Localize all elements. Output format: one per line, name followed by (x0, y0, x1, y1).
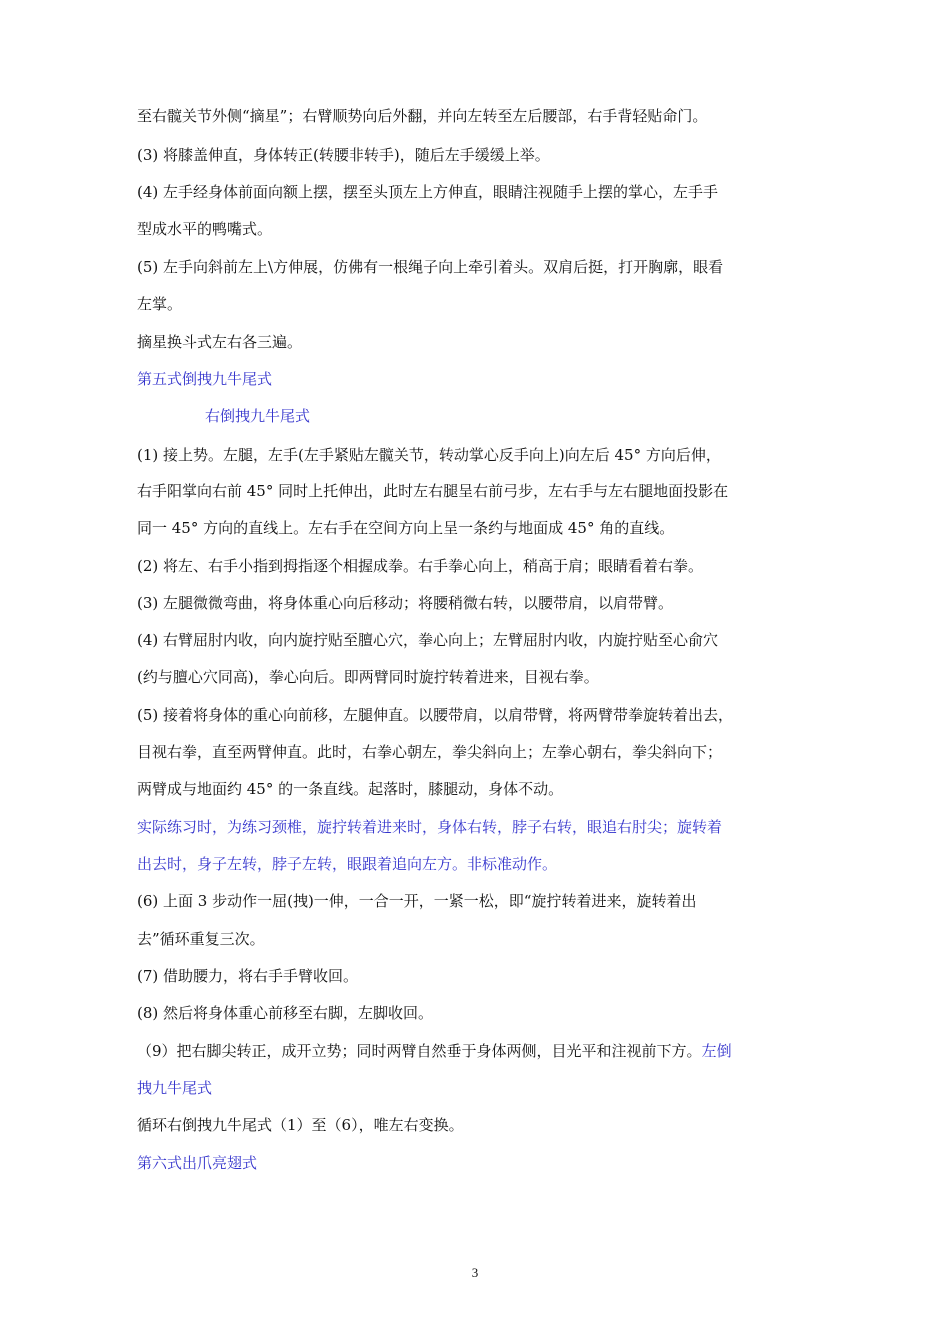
step-6-line-1: (6) 上面 3 步动作一屈(拽)一伸，一合一开，一紧一松，即“旋拧转着进来，旋转着出 (137, 892, 697, 910)
section-heading-6: 第六式出爪亮翅式 (137, 1154, 258, 1172)
step-5-line-1: (5) 左手向斜前左上\方伸展，仿佛有一根绳子向上牵引着头。双肩后挺，打开胸廓，眼看 (137, 258, 724, 276)
step-5b-line-2: 目视右拳，直至两臂伸直。此时，右拳心朝左，拳尖斜向上；左拳心朝右，拳尖斜向下； (137, 743, 723, 761)
step-9-text: （9）把右脚尖转正，成开立势；同时两臂自然垂于身体两侧，目光平和注视前下方。 (137, 1042, 702, 1060)
section-heading-5: 第五式倒拽九牛尾式 (137, 370, 273, 388)
step-1-line-2: 右手阳掌向右前 45° 同时上托伸出，此时左右腿呈右前弓步，左右手与左右腿地面投影在 (137, 482, 729, 500)
step-1-line-1: (1) 接上势。左腿，左手(左手紧贴左髋关节，转动掌心反手向上)向左后 45° 方向后伸， (137, 446, 721, 464)
step-3-line: (3) 将膝盖伸直，身体转正(转腰非转手)，随后左手缓缓上举。 (137, 146, 550, 164)
practice-note-line-2: 出去时，身子左转，脖子左转，眼跟着追向左方。非标准动作。 (137, 855, 558, 873)
section-heading-left-end: 拽九牛尾式 (137, 1079, 213, 1097)
step-4b-line-2: (约与膻心穴同高)，拳心向后。即两臂同时旋拧转着进来，目视右拳。 (137, 668, 599, 686)
step-5-line-2: 左掌。 (137, 295, 183, 313)
step-4-line-2: 型成水平的鸭嘴式。 (137, 220, 273, 238)
step-2-line: (2) 将左、右手小指到拇指逐个相握成拳。右手拳心向上，稍高于肩；眼睛看着右拳。 (137, 557, 704, 575)
step-4-line-1: (4) 左手经身体前面向额上摆，摆至头顶左上方伸直，眼睛注视随手上摆的掌心，左手手 (137, 183, 719, 201)
practice-note-line-1: 实际练习时，为练习颈椎，旋拧转着进来时，身体右转，脖子右转，眼追右肘尖；旋转着 (137, 818, 723, 836)
step-5b-line-3: 两臂成与地面约 45° 的一条直线。起落时，膝腿动，身体不动。 (137, 780, 564, 798)
step-1-line-3: 同一 45° 方向的直线上。左右手在空间方向上呈一条约与地面成 45° 角的直线。 (137, 519, 675, 537)
subsection-heading-right: 右倒拽九牛尾式 (205, 407, 311, 425)
section-heading-left-start: 左倒 (701, 1042, 732, 1060)
page-number: 3 (471, 1265, 479, 1280)
step-9-line (137, 1041, 732, 1061)
body-line-1: 至右髋关节外侧“摘星”；右臂顺势向后外翻，并向左转至左后腰部，右手背轻贴命门。 (137, 107, 708, 125)
step-8-line: (8) 然后将身体重心前移至右脚，左脚收回。 (137, 1004, 434, 1022)
step-7-line: (7) 借助腰力，将右手手臂收回。 (137, 967, 359, 985)
step-3b-line: (3) 左腿微微弯曲，将身体重心向后移动；将腰稍微右转，以腰带肩，以肩带臂。 (137, 594, 674, 612)
step-4b-line-1: (4) 右臂屈肘内收，向内旋拧贴至膻心穴，拳心向上；左臂屈肘内收，内旋拧贴至心俞穴 (137, 631, 719, 649)
repeat-note: 摘星换斗式左右各三遍。 (137, 333, 303, 351)
step-5b-line-1: (5) 接着将身体的重心向前移，左腿伸直。以腰带肩，以肩带臂，将两臂带拳旋转着出去， (137, 706, 734, 724)
cycle-note: 循环右倒拽九牛尾式（1）至（6），唯左右变换。 (137, 1116, 464, 1134)
step-6-line-2: 去”循环重复三次。 (137, 930, 265, 948)
